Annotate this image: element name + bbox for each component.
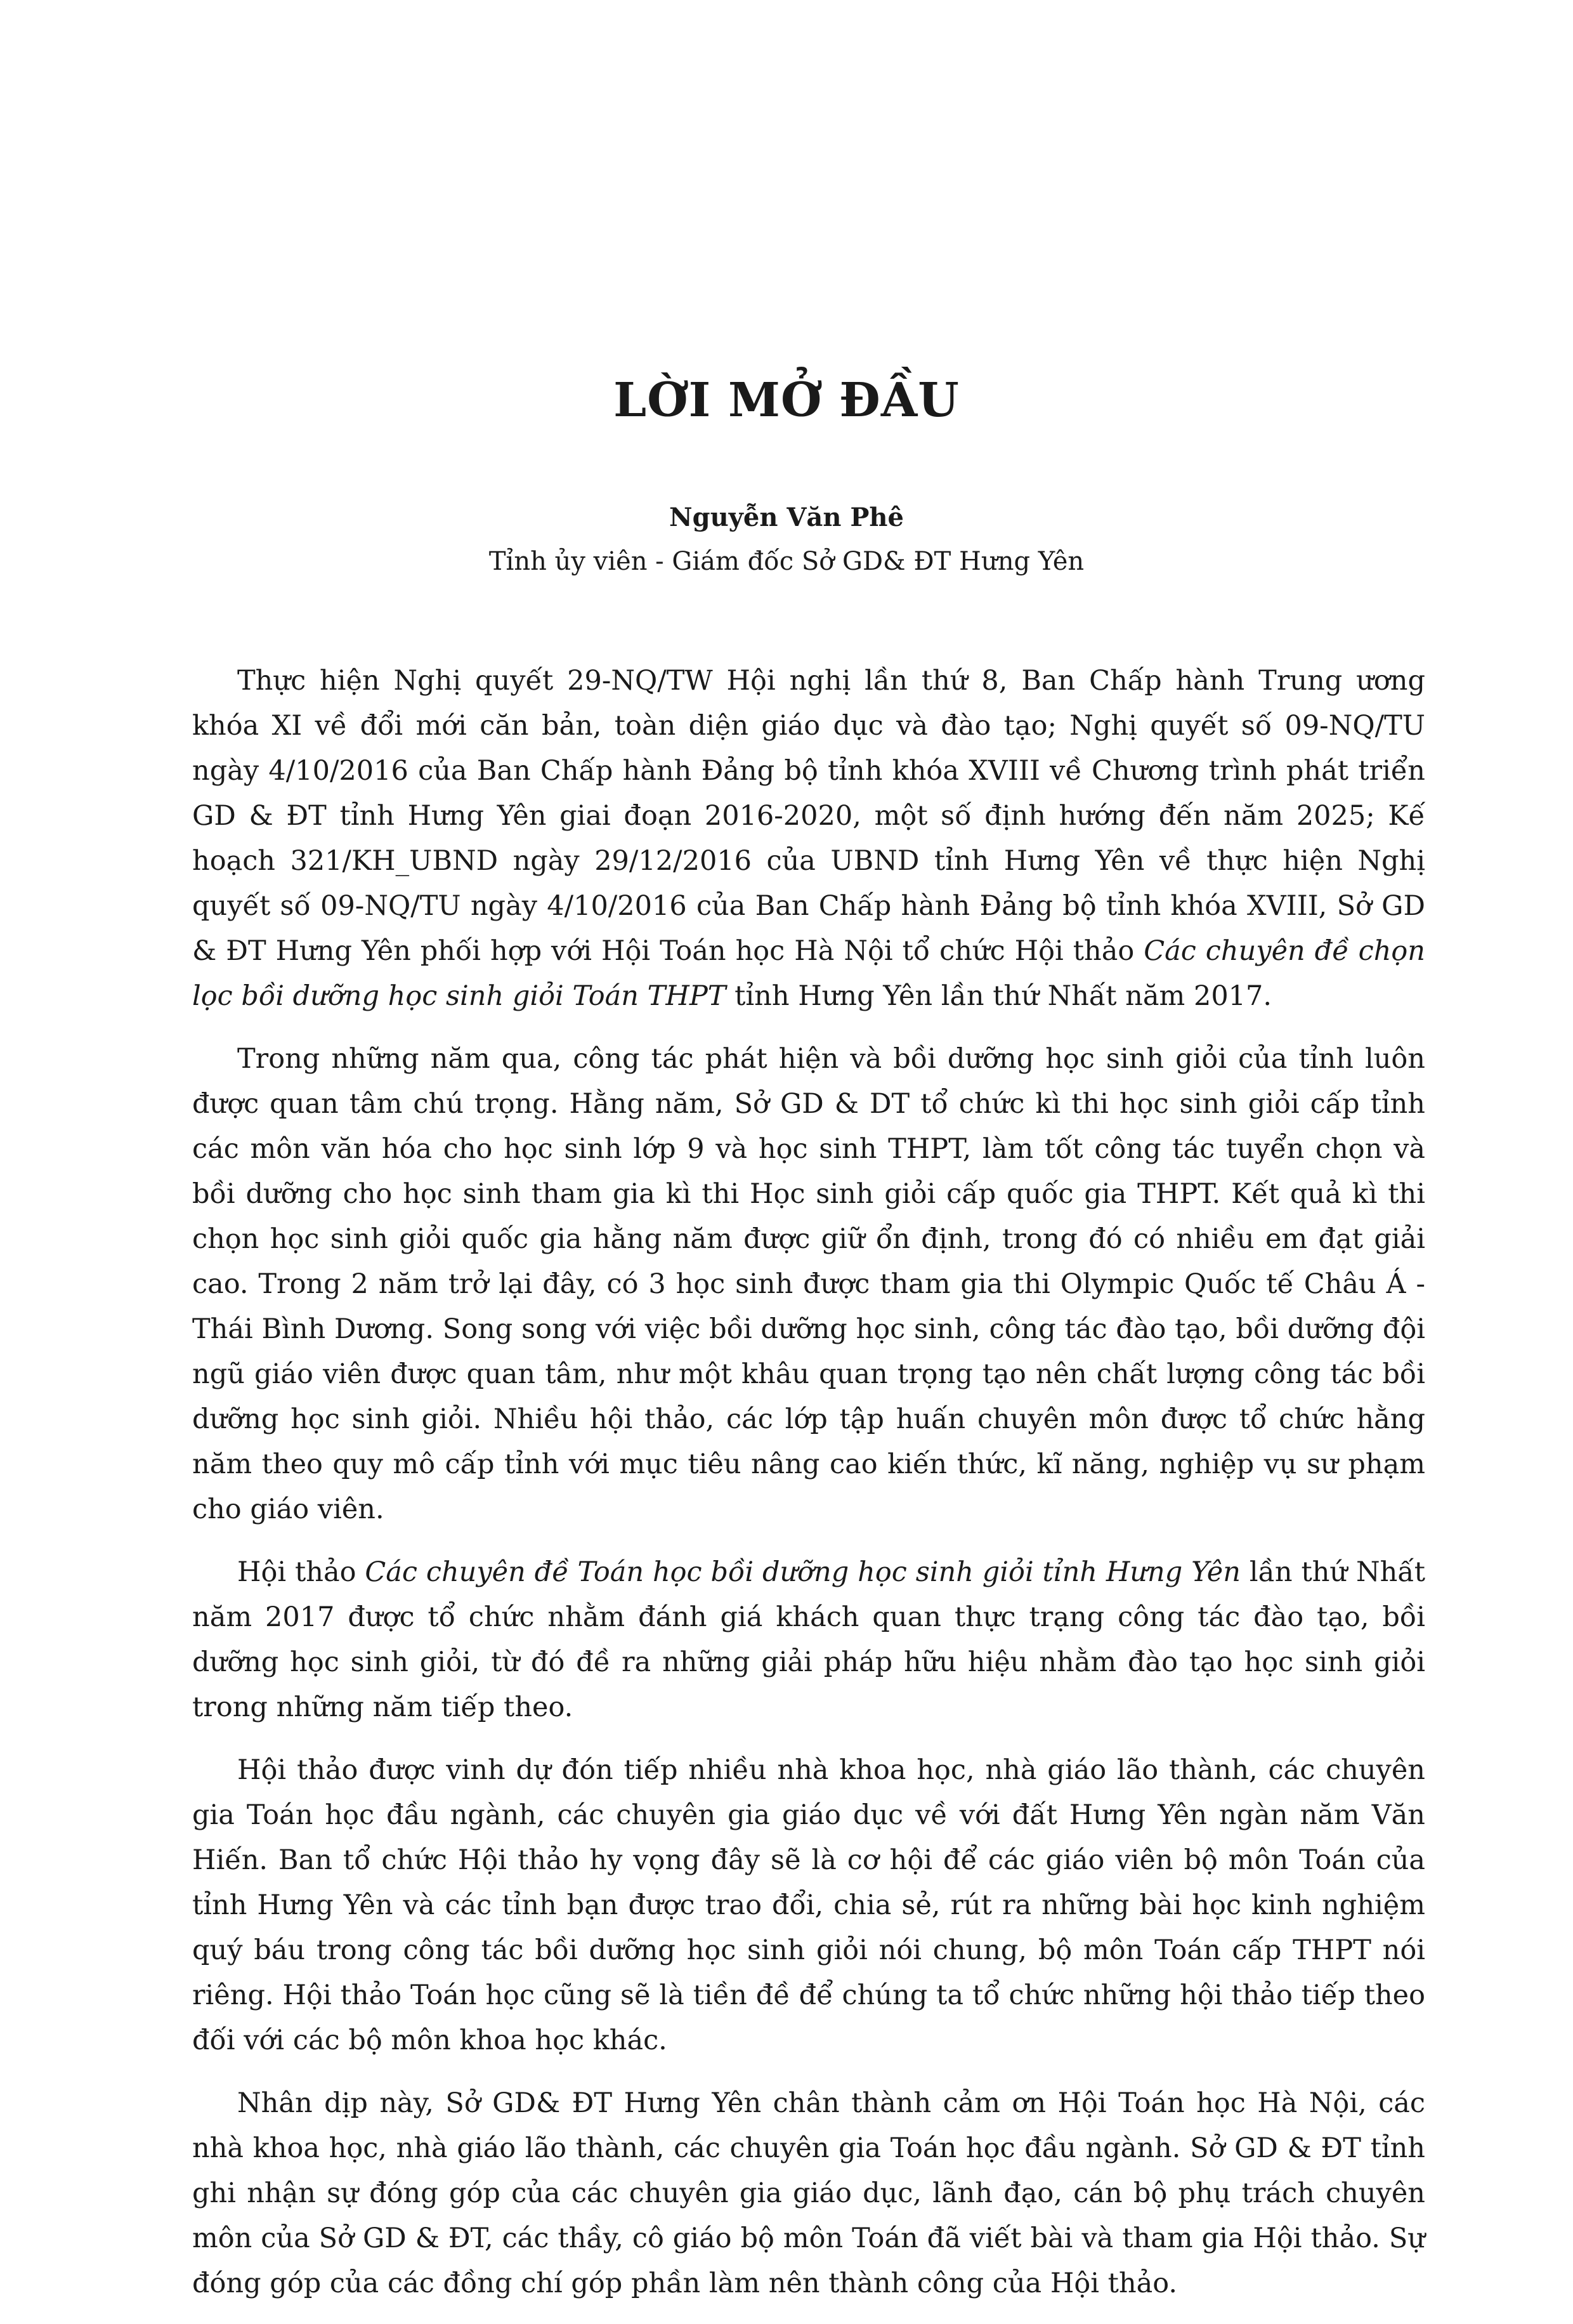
page-title: LỜI MỞ ĐẦU: [613, 373, 960, 428]
paragraph-1-text-a: Thực hiện Nghị quyết 29-NQ/TW Hội nghị lần thứ 8, Ban Chấp hành Trung ương khóa XI về đổi mới căn bản, toàn diện giáo dục và đào tạo; Nghị quyết số 09-NQ/TU ngày 4/10/2016 của Ban Chấp hành Đảng bộ tỉnh khóa XVIII về Chương trình phát triển GD & ĐT tỉnh Hưng Yên giai đoạn 2016-2020, một số định hướng đến năm 2025; Kế hoạch 321/KH_UBND ngày 29/12/2016 của UBND tỉnh Hưng Yên về thực hiện Nghị quyết số 09-NQ/TU ngày 4/10/2016 của Ban Chấp hành Đảng bộ tỉnh khóa XVIII, Sở GD & ĐT Hưng Yên phối hợp với Hội Toán học Hà Nội tổ chức Hội thảo: [192, 665, 1425, 967]
paragraph-3: [192, 1550, 1425, 1730]
paragraph-3-text-a: Hội thảo: [237, 1556, 365, 1588]
author-position: Tỉnh ủy viên - Giám đốc Sở GD& ĐT Hưng Yên: [488, 547, 1085, 576]
author-name: Nguyễn Văn Phê: [669, 502, 904, 532]
paragraph-3-italic-title: Các chuyên đề Toán học bồi dưỡng học sinh giỏi tỉnh Hưng Yên: [365, 1556, 1241, 1588]
paragraph-5: Nhân dịp này, Sở GD& ĐT Hưng Yên chân thành cảm ơn Hội Toán học Hà Nội, các nhà khoa học, nhà giáo lão thành, các chuyên gia Toán học đầu ngành. Sở GD & ĐT tỉnh ghi nhận sự đóng góp của các chuyên gia giáo dục, lãnh đạo, cán bộ phụ trách chuyên môn của Sở GD & ĐT, các thầy, cô giáo bộ môn Toán đã viết bài và tham gia Hội thảo. Sự đóng góp của các đồng chí góp phần làm nên thành công của Hội thảo.: [192, 2087, 1425, 2299]
paragraph-1-italic-title: Các chuyên đề chọn lọc bồi dưỡng học sinh giỏi Toán THPT: [192, 935, 1425, 1012]
paragraph-1: [192, 659, 1425, 1019]
document-body: [192, 659, 1425, 2324]
paragraph-4: Hội thảo được vinh dự đón tiếp nhiều nhà khoa học, nhà giáo lão thành, các chuyên gia Toán học đầu ngành, các chuyên gia giáo dục về với đất Hưng Yên ngàn năm Văn Hiến. Ban tổ chức Hội thảo hy vọng đây sẽ là cơ hội để các giáo viên bộ môn Toán của tỉnh Hưng Yên và các tỉnh bạn được trao đổi, chia sẻ, rút ra những bài học kinh nghiệm quý báu trong công tác bồi dưỡng học sinh giỏi nói chung, bộ môn Toán cấp THPT nói riêng. Hội thảo Toán học cũng sẽ là tiền đề để chúng ta tổ chức những hội thảo tiếp theo đối với các bộ môn khoa học khác.: [192, 1754, 1425, 2056]
paragraph-1-text-b: tỉnh Hưng Yên lần thứ Nhất năm 2017.: [726, 980, 1272, 1012]
paragraph-2: Trong những năm qua, công tác phát hiện và bồi dưỡng học sinh giỏi của tỉnh luôn được quan tâm chú trọng. Hằng năm, Sở GD & DT tổ chức kì thi học sinh giỏi cấp tỉnh các môn văn hóa cho học sinh lớp 9 và học sinh THPT, làm tốt công tác tuyển chọn và bồi dưỡng cho học sinh tham gia kì thi Học sinh giỏi cấp quốc gia THPT. Kết quả kì thi chọn học sinh giỏi quốc gia hằng năm được giữ ổn định, trong đó có nhiều em đạt giải cao. Trong 2 năm trở lại đây, có 3 học sinh được tham gia thi Olympic Quốc tế Châu Á - Thái Bình Dương. Song song với việc bồi dưỡng học sinh, công tác đào tạo, bồi dưỡng đội ngũ giáo viên được quan tâm, như một khâu quan trọng tạo nên chất lượng công tác bồi dưỡng học sinh giỏi. Nhiều hội thảo, các lớp tập huấn chuyên môn được tổ chức hằng năm theo quy mô cấp tỉnh với mục tiêu nâng cao kiến thức, kĩ năng, nghiệp vụ sư phạm cho giáo viên.: [192, 1043, 1425, 1525]
paragraph-3-text-b: lần thứ Nhất năm 2017 được tổ chức nhằm đánh giá khách quan thực trạng công tác đào tạo, bồi dưỡng học sinh giỏi, từ đó đề ra những giải pháp hữu hiệu nhằm đào tạo học sinh giỏi trong những năm tiếp theo.: [192, 1556, 1425, 1723]
